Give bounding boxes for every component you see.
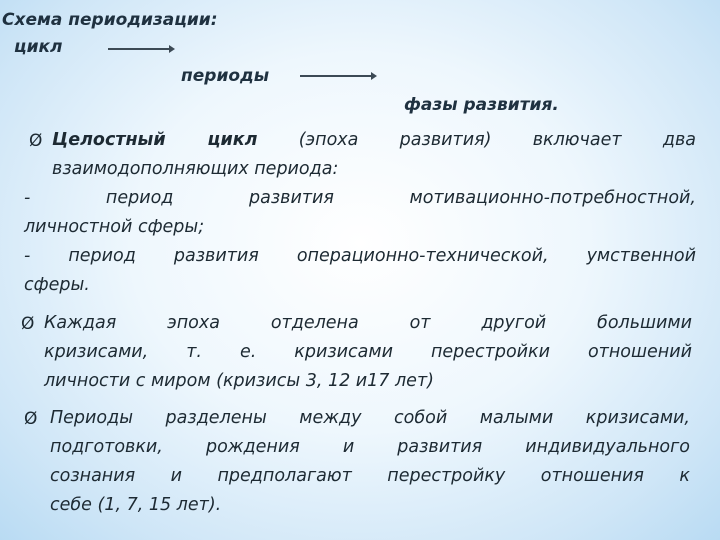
bullet-arrow-icon: Ø <box>24 409 38 429</box>
scheme-cycle-label: цикл <box>14 37 63 57</box>
scheme-phases-label: фазы развития. <box>404 95 559 115</box>
block1-line6: сферы. <box>24 275 90 295</box>
block1-line3: - период развития мотивационно-потребностной, <box>24 188 696 208</box>
scheme-title: Схема периодизации: <box>2 10 218 30</box>
block1-line4: личностной сферы; <box>24 217 205 237</box>
block2-line2: кризисами, т. е. кризисами перестройки отношений <box>44 342 692 362</box>
block1-line5: - период развития операционно-технической, умственной <box>24 246 696 266</box>
block2-line3: личности с миром (кризисы 3, 12 и17 лет) <box>44 371 434 391</box>
bullet-arrow-icon: Ø <box>21 314 35 334</box>
block3-line3: сознания и предполагают перестройку отношения к <box>50 466 690 486</box>
block1-line1-lead: Целостный цикл <box>52 130 258 150</box>
bullet-arrow-icon: Ø <box>29 131 43 151</box>
arrow-right-icon <box>108 48 172 50</box>
block1-line2: взаимодополняющих периода: <box>52 159 339 179</box>
block3-line4: себе (1, 7, 15 лет). <box>50 495 222 515</box>
block3-line1: Периоды разделены между собой малыми кризисами, <box>50 408 690 428</box>
scheme-periods-label: периоды <box>181 66 270 86</box>
arrow-right-icon <box>300 75 374 77</box>
block1-line1 <box>52 130 696 150</box>
block2-line1: Каждая эпоха отделена от другой большими <box>44 313 692 333</box>
block3-line2: подготовки, рождения и развития индивидуального <box>50 437 690 457</box>
block1-line1-rest: (эпоха развития) включает два <box>298 130 696 150</box>
